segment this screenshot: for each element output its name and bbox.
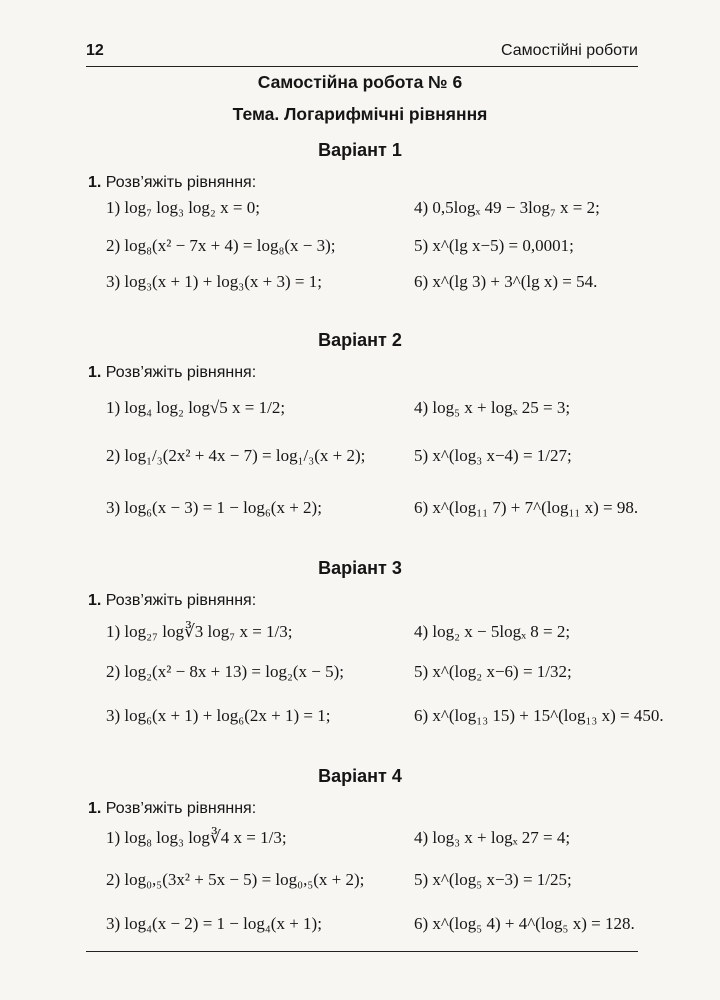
equation: 6) x^(lg 3) + 3^(lg x) = 54. — [414, 272, 598, 291]
work-title: Самостійна робота № 6 — [257, 72, 463, 92]
equation: 2) log₀,₅(3x² + 5x − 5) = log₀,₅(x + 2); — [106, 870, 365, 889]
equation: 6) x^(log₁₁ 7) + 7^(log₁₁ x) = 98. — [414, 498, 639, 517]
equation: 1) log₂₇ log∛3 log₇ x = 1/3; — [106, 622, 293, 641]
task-text: Розв’яжіть рівняння: — [105, 174, 257, 191]
equation: 3) log₃(x + 1) + log₃(x + 3) = 1; — [106, 272, 322, 291]
equation: 2) log₁/₃(2x² + 4x − 7) = log₁/₃(x + 2); — [106, 446, 366, 465]
bottom-rule — [86, 951, 638, 952]
equation: 6) x^(log₁₃ 15) + 15^(log₁₃ x) = 450. — [414, 706, 664, 725]
equation: 4) log₅ x + logₓ 25 = 3; — [414, 398, 571, 417]
equation: 3) log₄(x − 2) = 1 − log₄(x + 1); — [106, 914, 322, 933]
task-text: Розв’яжіть рівняння: — [105, 364, 257, 381]
running-title: Самостійні роботи — [501, 42, 638, 59]
task-text: Розв’яжіть рівняння: — [105, 592, 257, 609]
variant-2-title: Варіант 2 — [318, 330, 402, 350]
equation: 5) x^(log₃ x−4) = 1/27; — [414, 446, 572, 465]
variant-4-title: Варіант 4 — [318, 766, 402, 786]
equation: 4) 0,5logₓ 49 − 3log₇ x = 2; — [414, 198, 600, 217]
variant-1-task — [88, 174, 256, 192]
task-number: 1. — [88, 592, 102, 609]
variant-4-task — [88, 800, 256, 818]
task-number: 1. — [88, 364, 102, 381]
task-text: Розв’яжіть рівняння: — [105, 800, 257, 817]
equation: 1) log₈ log₃ log∛4 x = 1/3; — [106, 828, 287, 847]
equation: 1) log₄ log₂ log√5 x = 1/2; — [106, 398, 286, 417]
running-header — [86, 38, 638, 67]
equation: 6) x^(log₅ 4) + 4^(log₅ x) = 128. — [414, 914, 635, 933]
equation: 5) x^(log₂ x−6) = 1/32; — [414, 662, 572, 681]
variant-3-title: Варіант 3 — [318, 558, 402, 578]
variant-3-task — [88, 592, 256, 610]
equation: 2) log₈(x² − 7x + 4) = log₈(x − 3); — [106, 236, 336, 255]
variant-1-title: Варіант 1 — [318, 140, 402, 160]
equation: 4) log₃ x + logₓ 27 = 4; — [414, 828, 571, 847]
topic-title: Тема. Логарифмічні рівняння — [232, 104, 488, 124]
equation: 3) log₆(x + 1) + log₆(2x + 1) = 1; — [106, 706, 331, 725]
equation: 3) log₆(x − 3) = 1 − log₆(x + 2); — [106, 498, 322, 517]
equation: 4) log₂ x − 5logₓ 8 = 2; — [414, 622, 571, 641]
equation: 5) x^(lg x−5) = 0,0001; — [414, 236, 574, 255]
task-number: 1. — [88, 174, 102, 191]
page-number: 12 — [86, 42, 104, 59]
equation: 2) log₂(x² − 8x + 13) = log₂(x − 5); — [106, 662, 345, 681]
equation: 1) log₇ log₃ log₂ x = 0; — [106, 198, 260, 217]
task-number: 1. — [88, 800, 102, 817]
variant-2-task — [88, 364, 256, 382]
equation: 5) x^(log₅ x−3) = 1/25; — [414, 870, 572, 889]
